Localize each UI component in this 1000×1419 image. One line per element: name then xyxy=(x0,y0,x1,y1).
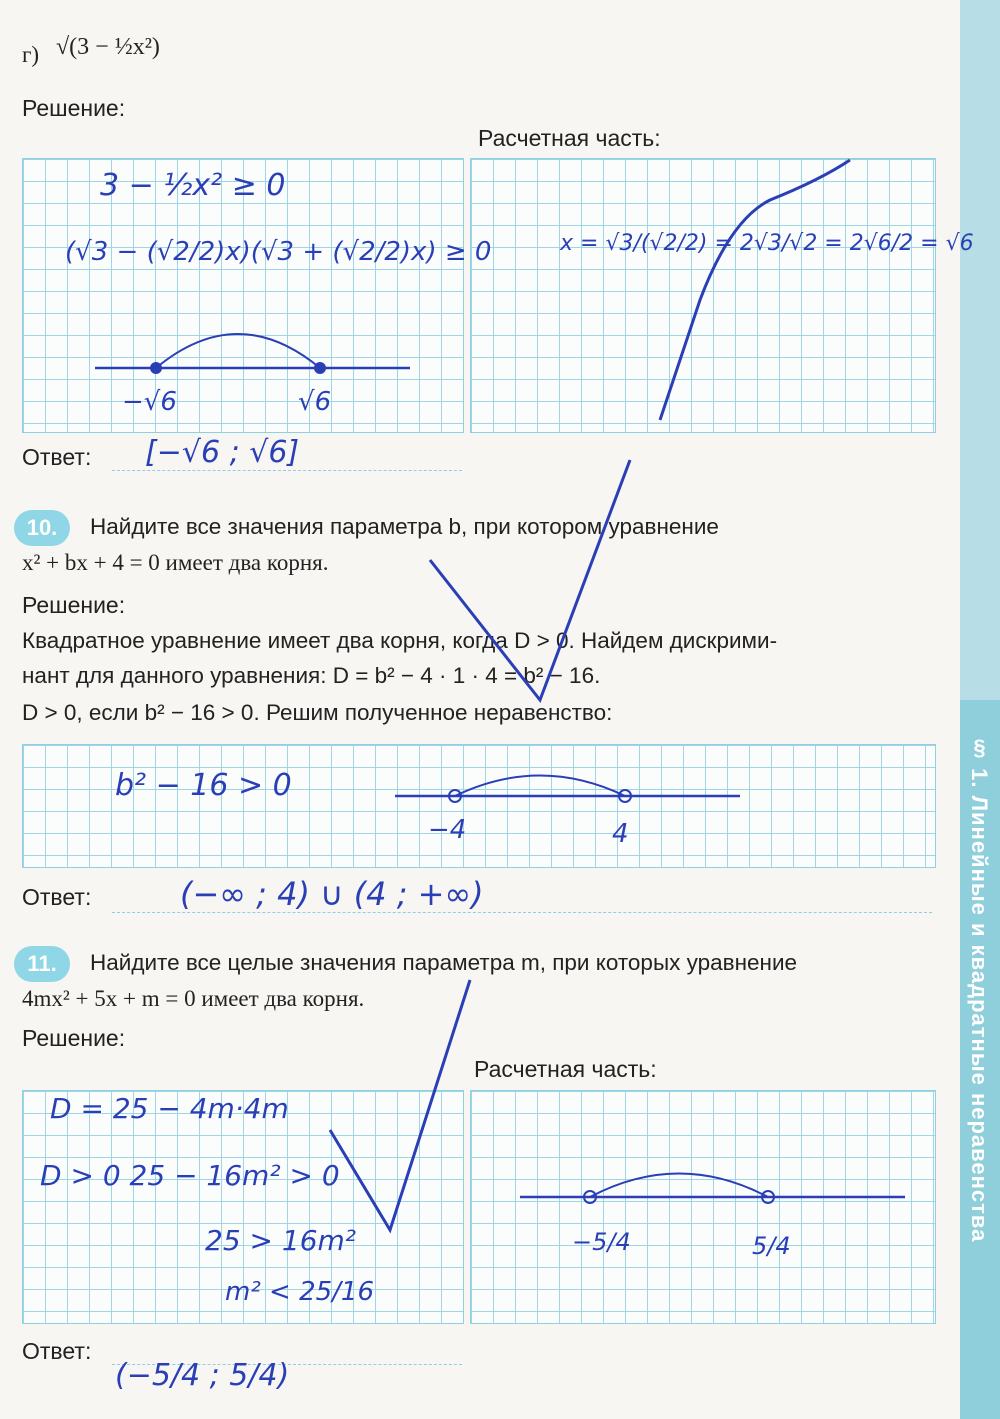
task11-answer-line xyxy=(112,1364,462,1365)
task-prev-calc-grid xyxy=(470,158,936,433)
hw-prev-answer: [−√6 ; √6] xyxy=(145,435,300,470)
hw-prev-calc: x = √3/(√2/2) = 2√3/√2 = 2√6/2 = √6 xyxy=(560,231,974,256)
hw-11-line1: D = 25 − 4m·4m xyxy=(50,1092,289,1125)
hw-10-right-label: 4 xyxy=(612,819,629,849)
hw-10-inequality: b² − 16 > 0 xyxy=(115,768,292,803)
task-prev-answer-label: Ответ: xyxy=(22,444,92,470)
task11-answer-label: Ответ: xyxy=(22,1338,92,1364)
task11-number-badge: 11. xyxy=(14,946,70,982)
hw-11-left-label: −5/4 xyxy=(572,1228,631,1256)
task11-calc-grid xyxy=(470,1090,936,1324)
hw-11-answer: (−5/4 ; 5/4) xyxy=(115,1358,290,1393)
task10-solution-line2: нант для данного уравнения: D = b² − 4 · 1 · 4 = b² − 16. xyxy=(22,663,601,688)
task11-calc-label: Расчетная часть: xyxy=(474,1056,657,1082)
task-prev-expression: √(3 − ½x²) xyxy=(56,34,160,60)
chapter-title: § 1. Линейные и квадратные неравенства xyxy=(967,735,992,1243)
hw-prev-right-label: √6 xyxy=(298,387,332,417)
task11-solution-grid xyxy=(22,1090,464,1324)
hw-10-left-label: −4 xyxy=(428,815,467,845)
hw-prev-line2: (√3 − (√2/2)x)(√3 + (√2/2)x) ≥ 0 xyxy=(65,237,492,267)
task-prev-solution-grid xyxy=(22,158,464,433)
hw-11-right-label: 5/4 xyxy=(752,1232,791,1260)
hw-11-line3: 25 > 16m² xyxy=(205,1224,357,1257)
task-prev-solution-label: Решение: xyxy=(22,95,126,121)
task10-text-line2: x² + bx + 4 = 0 имеет два корня. xyxy=(22,550,329,575)
task10-answer-label: Ответ: xyxy=(22,884,92,910)
task-prev-label: г) xyxy=(22,42,40,67)
task10-solution-label: Решение: xyxy=(22,592,126,618)
hw-10-answer: (−∞ ; 4) ∪ (4 ; +∞) xyxy=(180,875,484,913)
hw-prev-left-label: −√6 xyxy=(122,387,177,417)
chapter-sidebar-top xyxy=(960,0,1000,700)
task10-number-badge: 10. xyxy=(14,510,70,546)
task-prev-answer-line xyxy=(112,470,462,471)
task11-solution-label: Решение: xyxy=(22,1025,126,1051)
task10-text-line1: Найдите все значения параметра b, при котором уравнение xyxy=(90,514,719,539)
task10-solution-line1: Квадратное уравнение имеет два корня, когда D > 0. Найдем дискрими- xyxy=(22,628,778,653)
task-prev-calc-label: Расчетная часть: xyxy=(478,125,661,151)
task11-text-line2: 4mx² + 5x + m = 0 имеет два корня. xyxy=(22,986,365,1011)
hw-11-line2: D > 0 25 − 16m² > 0 xyxy=(40,1159,340,1192)
task10-answer-line xyxy=(112,912,932,913)
task11-text-line1: Найдите все целые значения параметра m, при которых уравнение xyxy=(90,950,798,975)
task10-solution-line3: D > 0, если b² − 16 > 0. Решим полученное неравенство: xyxy=(22,700,613,725)
hw-11-line4: m² < 25/16 xyxy=(225,1277,374,1307)
task10-grid xyxy=(22,744,936,868)
hw-prev-line1: 3 − ½x² ≥ 0 xyxy=(100,168,286,203)
